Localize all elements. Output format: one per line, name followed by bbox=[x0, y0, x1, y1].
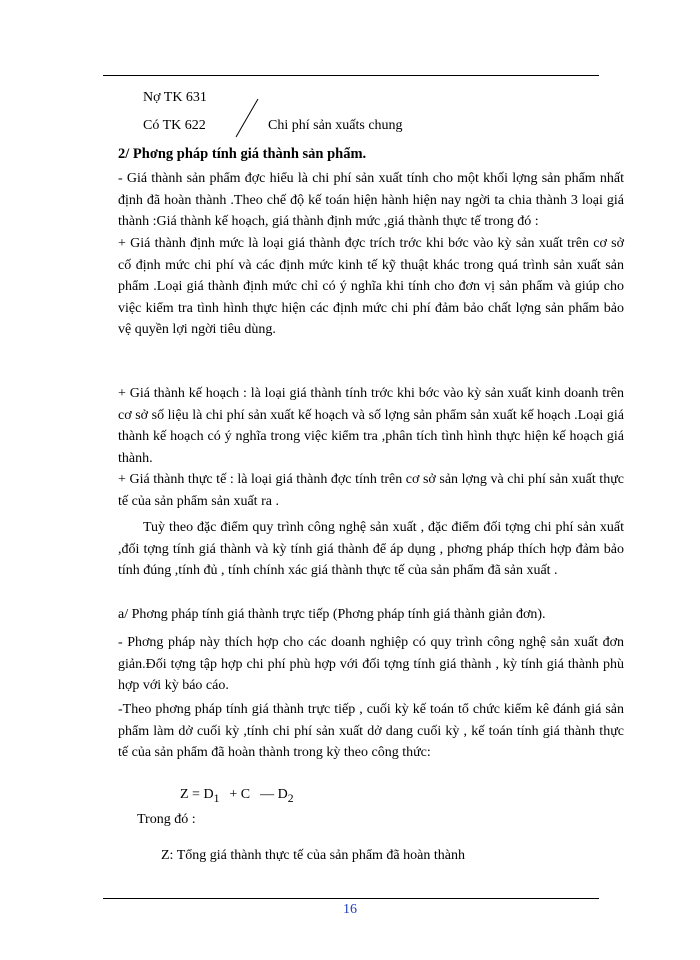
page-number: 16 bbox=[343, 902, 357, 917]
paragraph-standard-cost: + Giá thành định mức là loại giá thành đợc trích trớc khi bớc vào kỳ sản xuất trên cơ sở cố định mức chi phí và các định mức kinh tế kỹ thuật khác trong quá trình sản xuất sản phẩm .Loại giá thành định mức chỉ có ý nghĩa khi tính cho đơn vị sản phẩm và giúp cho việc kiểm tra tình hình thực hiện các định mức chi phí đảm bảo chất lợng sản phẩm bảo vệ quyền lợi ngời tiêu dùng. bbox=[118, 236, 624, 337]
credit-entry: Có TK 622 bbox=[143, 118, 206, 133]
paragraph-planned-cost: + Giá thành kế hoạch : là loại giá thành tính trớc khi bớc vào kỳ sản xuất kinh doanh trên cơ sở số liệu là chi phí sản xuất kế hoạch và số lợng sản phẩm sản xuất kế hoạch .Loại giá thành kế hoạch có ý nghĩa trong việc kiểm tra ,phân tích tình hình thực hiện kế hoạch giá thành. bbox=[118, 386, 624, 466]
formula-sub-1: 1 bbox=[213, 791, 220, 805]
footer-rule bbox=[103, 898, 599, 899]
where-label: Trong đó : bbox=[137, 812, 196, 827]
header-rule bbox=[103, 75, 599, 76]
formula-minus-d: — D bbox=[260, 787, 288, 802]
formula-sub-2: 2 bbox=[287, 791, 294, 805]
paragraph-definition: - Giá thành sản phẩm đợc hiểu là chi phí sản xuất tính cho một khối lợng sản phẩm nhất định đã hoàn thành .Theo chế độ kế toán hiện hành hiện nay ngời ta chia thành 3 loại giá thành :Giá thành kế hoạch, giá thành định mức ,giá thành thực tế trong đó : bbox=[118, 171, 624, 229]
paragraph-direct-method-title: a/ Phơng pháp tính giá thành trực tiếp (Phơng pháp tính giá thành giản đơn). bbox=[118, 607, 546, 622]
paragraph-direct-method-scope: - Phơng pháp này thích hợp cho các doanh nghiệp có quy trình công nghệ sản xuất đơn giản.Đối tợng tập hợp chi phí phù hợp với đối tợng tính giá thành , kỳ tính giá thành phù hợp với kỳ báo cáo. bbox=[118, 635, 624, 693]
formula-plus-c: + C bbox=[229, 787, 251, 802]
cost-formula bbox=[180, 786, 294, 808]
z-definition: Z: Tổng giá thành thực tế của sản phẩm đã hoàn thành bbox=[161, 848, 465, 863]
section-heading: 2/ Phơng pháp tính giá thành sản phẩm. bbox=[118, 146, 367, 162]
paragraph-actual-cost: + Giá thành thực tế : là loại giá thành đợc tính trên cơ sở sản lợng và chi phí sản xuất thực tế của sản phẩm sản xuất ra . bbox=[118, 472, 624, 509]
debit-entry: Nợ TK 631 bbox=[143, 90, 207, 105]
entry-description: Chi phí sản xuấts chung bbox=[268, 118, 403, 133]
formula-z: Z = D bbox=[180, 787, 214, 802]
slash-divider bbox=[232, 98, 262, 138]
paragraph-method-choice: Tuỳ theo đặc điểm quy trình công nghệ sản xuất , đặc điểm đối tợng chi phí sản xuất ,đối tợng tính giá thành và kỳ tính giá thành để áp dụng , phơng pháp thích hợp đảm bảo tính đúng ,tính đủ , tính chính xác giá thành thực tế của sản phẩm đã sản xuất . bbox=[118, 520, 624, 578]
paragraph-direct-method-steps: -Theo phơng pháp tính giá thành trực tiếp , cuối kỳ kế toán tổ chức kiểm kê đánh giá sản phẩm làm dở cuối kỳ ,tính chi phí sản xuất dở dang cuối kỳ , kế toán tính giá thành thực tế của sản phẩm đã hoàn thành trong kỳ theo công thức: bbox=[118, 702, 624, 760]
